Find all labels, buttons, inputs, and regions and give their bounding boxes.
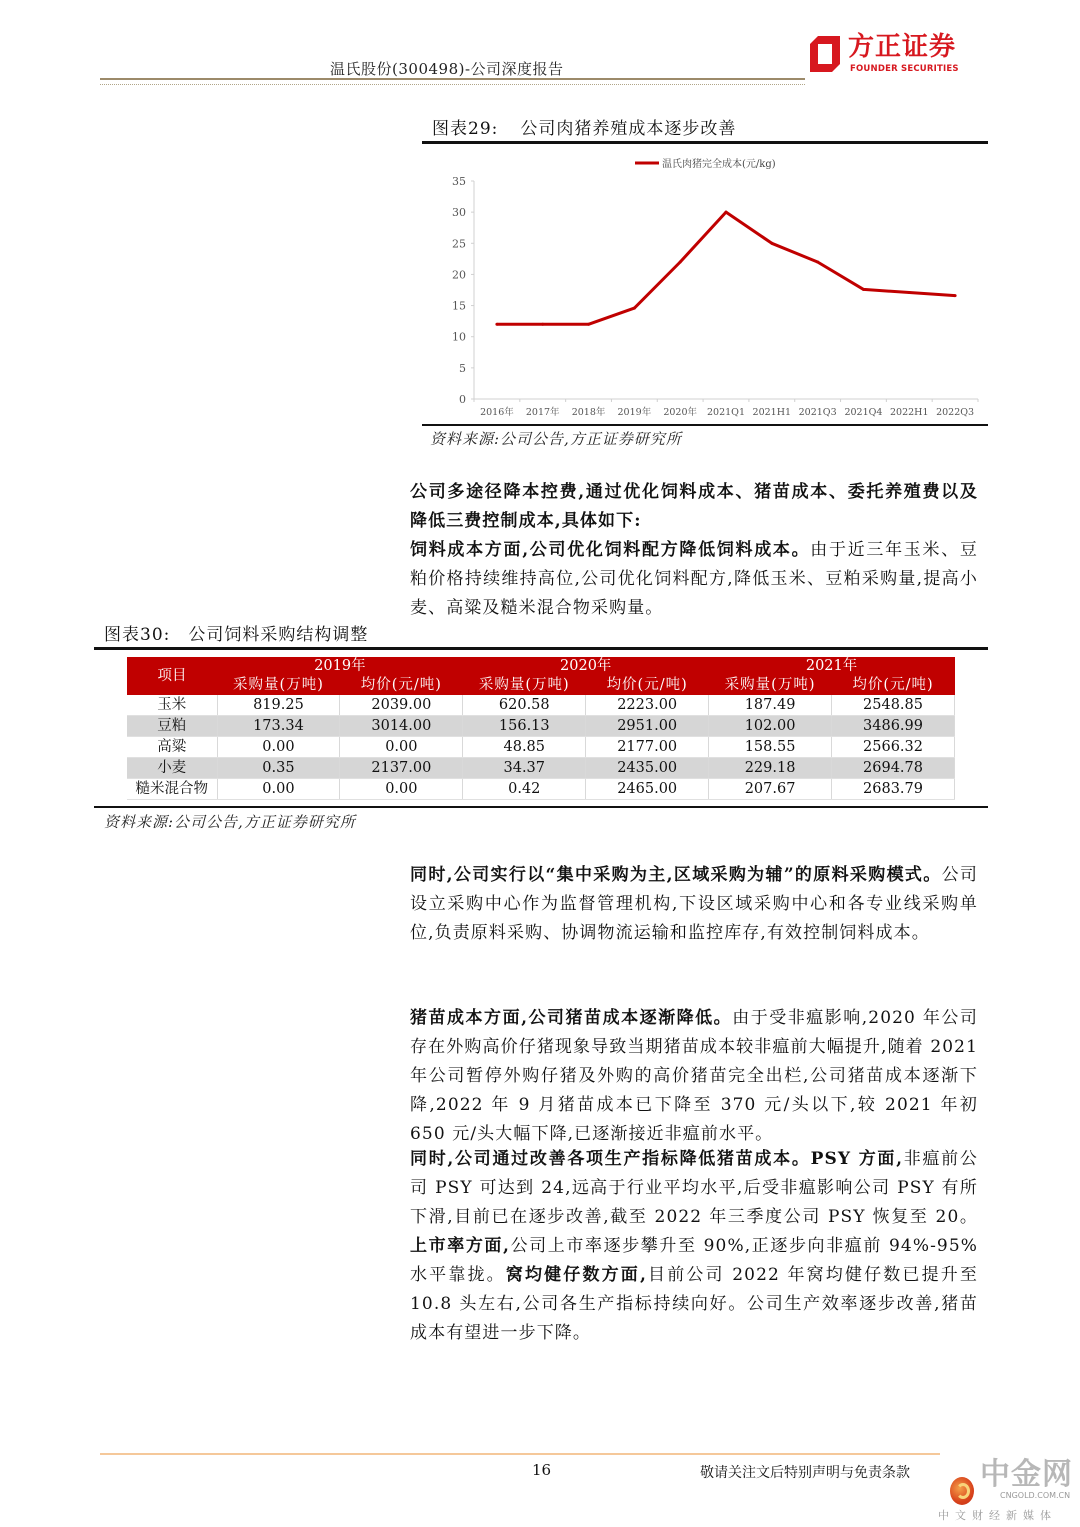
table-subheader: 均价(元/吨) <box>832 676 955 695</box>
data-point <box>908 291 911 294</box>
data-point <box>725 211 728 214</box>
watermark-cn: 中金网 <box>980 1457 1073 1492</box>
figure29-caption: 公司肉猪养殖成本逐步改善 <box>520 119 737 139</box>
x-tick-label: 2020年 <box>663 407 698 418</box>
table-cell-item: 高粱 <box>127 737 217 758</box>
table-cell-value: 2223.00 <box>586 695 709 716</box>
data-point <box>495 323 498 326</box>
table-cell-value: 819.25 <box>217 695 340 716</box>
figure29-bottom-rule <box>422 424 988 426</box>
table-row <box>127 737 955 758</box>
procurement-mode-lead: 同时,公司实行以“集中采购为主,区域采购为辅”的原料采购模式。 <box>410 865 942 885</box>
feed-cost-lead: 饲料成本方面,公司优化饲料配方降低饲料成本。 <box>410 540 811 560</box>
figure29-top-rule <box>422 141 988 144</box>
data-point <box>587 323 590 326</box>
cngold-swirl-icon <box>956 1483 970 1499</box>
figure29-title <box>432 114 736 139</box>
table-cell-value: 2683.79 <box>832 779 955 800</box>
table-cell-value: 2951.00 <box>586 716 709 737</box>
y-tick-label: 5 <box>459 361 466 375</box>
table-cell-value: 0.00 <box>217 779 340 800</box>
table-cell-value: 34.37 <box>463 758 586 779</box>
table-subheader: 采购量(万吨) <box>217 676 340 695</box>
x-tick-label: 2021Q1 <box>706 407 746 418</box>
x-tick-label: 2022H1 <box>890 407 929 418</box>
procurement-mode-text: 公司设立采购中心作为监督管理机构,下设区域采购中心和各专业线采购单位,负责原料采购、协调物流运输和监控库存,有效控制饲料成本。 <box>410 865 978 943</box>
table-cell-value: 620.58 <box>463 695 586 716</box>
table-row <box>127 716 955 737</box>
y-tick-label: 25 <box>452 237 466 251</box>
table-header-year: 2021年 <box>709 657 955 676</box>
y-tick-label: 0 <box>459 393 466 406</box>
table-cell-value: 0.35 <box>217 758 340 779</box>
table-row <box>127 779 955 800</box>
figure30-source: 资料来源:公司公告,方正证券研究所 <box>104 813 356 831</box>
series-line-pig-cost <box>497 212 955 324</box>
feed-cost-text: 由于近三年玉米、豆粕价格持续维持高位,公司优化饲料配方,降低玉米、豆粕采购量,提高小麦、高粱及糙米混合物采购量。 <box>410 540 978 618</box>
table-cell-value: 173.34 <box>217 716 340 737</box>
x-tick-label: 2019年 <box>617 407 652 418</box>
table-cell-value: 2548.85 <box>832 695 955 716</box>
data-point <box>862 288 865 291</box>
pig-cost-line-chart <box>422 146 988 424</box>
litter-size-lead: 窝均健仔数方面, <box>505 1265 647 1285</box>
table-cell-value: 158.55 <box>709 737 832 758</box>
paragraph-piglet-cost <box>410 1004 978 1149</box>
table-cell-value: 2465.00 <box>586 779 709 800</box>
x-tick-label: 2021Q3 <box>798 407 837 418</box>
psy-lead: 同时,公司通过改善各项生产指标降低猪苗成本。PSY 方面, <box>410 1149 904 1169</box>
disclaimer-note: 敬请关注文后特别声明与免责条款 <box>700 1462 910 1482</box>
data-point <box>770 242 773 245</box>
x-tick-label: 2022Q3 <box>936 407 975 418</box>
table-subheader: 均价(元/吨) <box>340 676 463 695</box>
table-cell-value: 3014.00 <box>340 716 463 737</box>
table-cell-value: 2566.32 <box>832 737 955 758</box>
founder-logo-mark-icon <box>808 34 842 74</box>
paragraph-cost-control <box>410 478 978 623</box>
listing-rate-lead: 上市率方面, <box>410 1236 511 1256</box>
data-point <box>816 260 819 263</box>
table-cell-value: 2137.00 <box>340 758 463 779</box>
x-tick-label: 2017年 <box>525 407 560 418</box>
table-cell-value: 156.13 <box>463 716 586 737</box>
logo-english-name: FOUNDER SECURITIES <box>850 64 959 74</box>
table-header-year: 2019年 <box>217 657 463 676</box>
table-cell-value: 0.00 <box>217 737 340 758</box>
figure30-top-rule <box>94 647 988 650</box>
figure29-label: 图表29: <box>432 119 499 139</box>
listing-rate-text: 公司上市率逐步攀升至 90%,正逐步向非瘟前 94%-95%水平靠拢。 <box>410 1236 978 1285</box>
table-cell-item: 玉米 <box>127 695 217 716</box>
table-row <box>127 758 955 779</box>
table-cell-value: 2694.78 <box>832 758 955 779</box>
data-point <box>954 294 957 297</box>
table-cell-value: 0.42 <box>463 779 586 800</box>
figure30-bottom-rule <box>94 806 988 808</box>
feed-purchase-table <box>127 657 955 800</box>
header-divider <box>100 78 805 80</box>
table-subheader: 采购量(万吨) <box>463 676 586 695</box>
cngold-watermark <box>938 1447 1080 1523</box>
table-cell-value: 0.00 <box>340 737 463 758</box>
data-point <box>541 323 544 326</box>
table-cell-value: 229.18 <box>709 758 832 779</box>
y-tick-label: 30 <box>452 206 466 220</box>
logo-chinese-name: 方正证券 <box>848 32 957 62</box>
piglet-cost-lead: 猪苗成本方面,公司猪苗成本逐渐降低。 <box>410 1008 733 1028</box>
paragraph-production-indicators <box>410 1145 978 1348</box>
cngold-logo-icon <box>950 1477 974 1505</box>
table-cell-value: 187.49 <box>709 695 832 716</box>
y-tick-label: 20 <box>452 268 466 282</box>
table-cell-value: 2435.00 <box>586 758 709 779</box>
paragraph-cost-control-lead: 公司多途径降本控费,通过优化饲料成本、猪苗成本、委托养殖费以及降低三费控制成本,具体如下: <box>410 482 978 531</box>
x-tick-label: 2021Q4 <box>844 407 883 418</box>
y-tick-label: 35 <box>452 175 466 188</box>
table-cell-value: 102.00 <box>709 716 832 737</box>
watermark-sub: 中文财经新媒体 <box>938 1509 1057 1522</box>
header-dotted-divider <box>100 84 805 85</box>
y-tick-label: 15 <box>452 299 466 313</box>
table-row <box>127 695 955 716</box>
litter-size-text: 目前公司 2022 年窝均健仔数已提升至 10.8 头左右,公司各生产指标持续向好。公司生产效率逐步改善,猪苗成本有望进一步下降。 <box>410 1265 979 1343</box>
table-subheader: 均价(元/吨) <box>586 676 709 695</box>
data-point <box>679 260 682 263</box>
report-header-title: 温氏股份(300498)-公司深度报告 <box>330 60 564 78</box>
table-cell-item: 豆粕 <box>127 716 217 737</box>
table-cell-value: 2039.00 <box>340 695 463 716</box>
table-subheader: 采购量(万吨) <box>709 676 832 695</box>
founder-securities-logo <box>808 30 968 80</box>
table-cell-value: 207.67 <box>709 779 832 800</box>
page-number: 16 <box>532 1461 552 1479</box>
table-cell-value: 3486.99 <box>832 716 955 737</box>
figure29-source: 资料来源:公司公告,方正证券研究所 <box>430 430 682 448</box>
figure30-caption: 公司饲料采购结构调整 <box>188 625 369 645</box>
x-tick-label: 2016年 <box>480 407 514 418</box>
table-header-year: 2020年 <box>463 657 709 676</box>
table-cell-item: 糙米混合物 <box>127 779 217 800</box>
figure30-label: 图表30: <box>104 625 171 645</box>
data-point <box>633 307 636 310</box>
table-cell-value: 0.00 <box>340 779 463 800</box>
y-tick-label: 10 <box>452 330 466 344</box>
footer-divider <box>100 1453 940 1455</box>
table-header-item: 项目 <box>127 657 217 695</box>
paragraph-procurement-mode <box>410 861 978 948</box>
psy-text: 非瘟前公司 PSY 可达到 24,远高于行业平均水平,后受非瘟影响公司 PSY 有所下滑,目前已在逐步改善,截至 2022 年三季度公司 PSY 恢复至 20。 <box>410 1149 978 1227</box>
table-cell-value: 2177.00 <box>586 737 709 758</box>
table-cell-value: 48.85 <box>463 737 586 758</box>
figure30-title <box>104 620 368 645</box>
legend-label: 温氏肉猪完全成本(元/kg) <box>662 159 776 170</box>
x-tick-label: 2021H1 <box>752 407 792 418</box>
x-tick-label: 2018年 <box>571 407 606 418</box>
piglet-cost-text: 由于受非瘟影响,2020 年公司存在外购高价仔猪现象导致当期猪苗成本较非瘟前大幅提升,随着 2021 年公司暂停外购仔猪及外购的高价猪苗完全出栏,公司猪苗成本逐渐下降,2022 年 9 月猪苗成本已下降至 370 元/头以下,较 2021 年初 650 元/头大幅下降,已逐渐接近非瘟前水平。 <box>410 1008 979 1144</box>
table-cell-item: 小麦 <box>127 758 217 779</box>
watermark-en: CNGOLD.COM.CN <box>1000 1491 1071 1500</box>
